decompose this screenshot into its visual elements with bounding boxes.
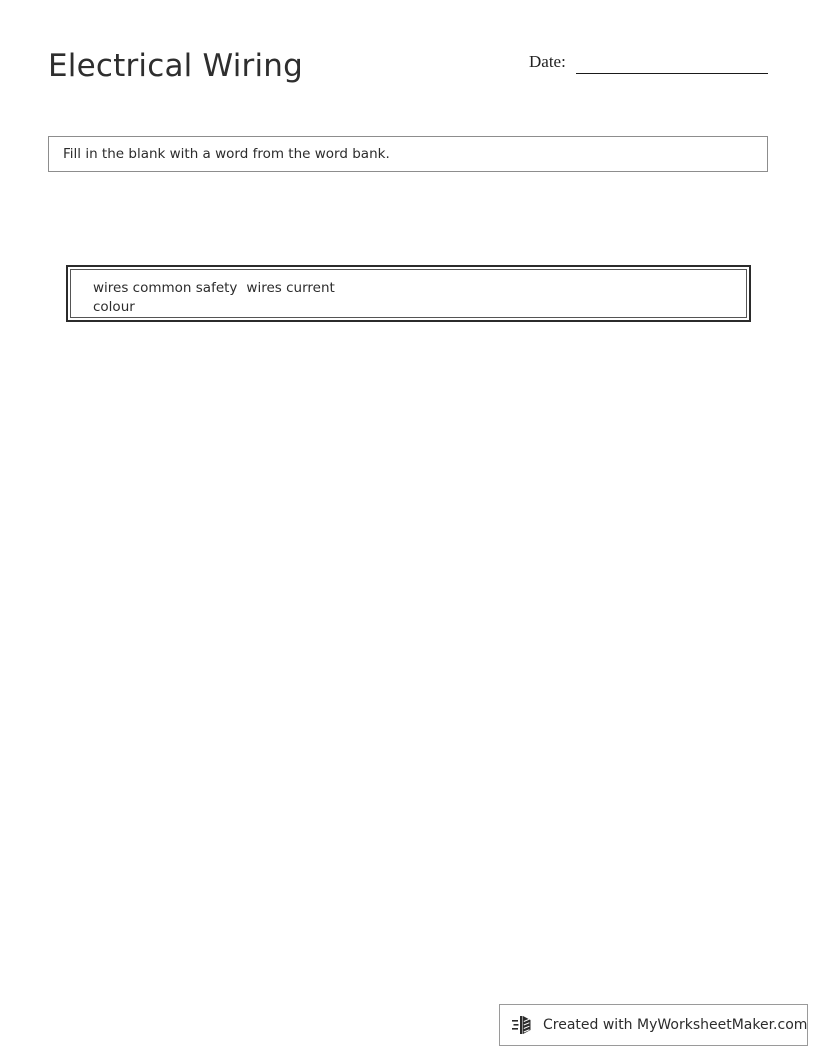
worksheet-header xyxy=(0,0,816,110)
instruction-box xyxy=(48,136,768,172)
page-title: Electrical Wiring xyxy=(48,48,304,84)
word-bank-line-1b: wires current xyxy=(246,280,335,296)
word-bank-box xyxy=(66,265,751,322)
footer-credit-badge[interactable] xyxy=(499,1004,808,1046)
date-input-line[interactable] xyxy=(576,73,768,74)
instruction-text: Fill in the blank with a word from the word bank. xyxy=(63,146,390,162)
word-bank-line-2: colour xyxy=(93,299,135,315)
footer-credit-text: Created with MyWorksheetMaker.com xyxy=(543,1017,808,1033)
word-bank-inner-border xyxy=(70,269,747,318)
date-field-group xyxy=(529,52,769,82)
date-label: Date: xyxy=(529,52,566,71)
myworksheetmaker-logo-icon xyxy=(512,1013,534,1037)
word-bank-word-list xyxy=(93,279,736,317)
word-bank-line-1: wires common safety xyxy=(93,280,238,296)
